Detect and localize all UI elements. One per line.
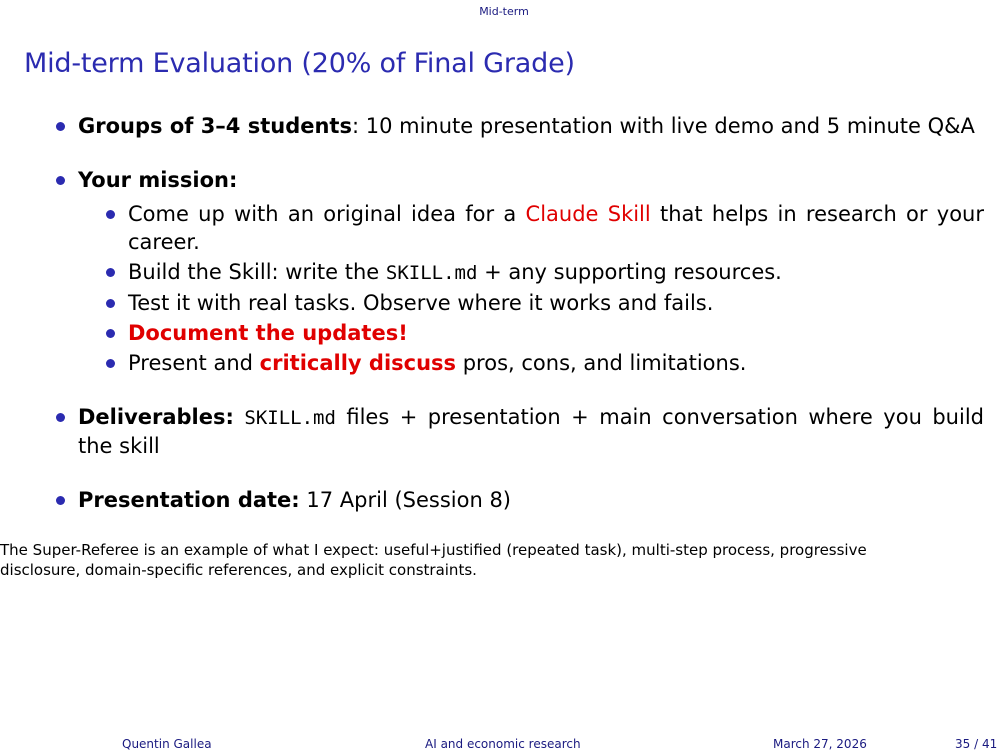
main-bullet-list [50,112,984,514]
mission-label: Your mission: [78,168,238,192]
bullet-mission [50,166,984,377]
bullet-groups [50,112,984,140]
deliverables-code: SKILL.md [244,407,336,429]
footer-author: Quentin Gallea [122,737,212,751]
bullet-deliverables [50,403,984,460]
bullet-icon [106,268,115,277]
claude-skill-highlight: Claude Skill [525,202,651,226]
build-text-after: + any supporting resources. [477,260,782,284]
deliverables-text: files + presentation + main conversation where you build the skill [78,405,984,458]
idea-text-after: that helps in research or your career. [128,202,984,254]
section-header: Mid-term [479,5,529,18]
slide-body [50,112,984,540]
mission-item-test [100,289,984,317]
groups-text: : 10 minute presentation with live demo and 5 minute Q&A [351,114,975,138]
mission-item-present [100,349,984,377]
bullet-icon [56,176,65,185]
slide-title: Mid-term Evaluation (20% of Final Grade) [24,48,575,79]
date-text: 17 April (Session 8) [299,488,511,512]
mission-sub-list [78,200,984,377]
mission-item-idea [100,200,984,256]
date-label: Presentation date: [78,488,300,512]
bullet-icon [106,329,115,338]
bullet-icon [56,496,65,505]
build-text-before: Build the Skill: write the [128,260,386,284]
document-alert-text: Document the updates! [128,321,408,345]
bullet-date [50,486,984,514]
groups-label: Groups of 3–4 students [78,114,352,138]
deliverables-label: Deliverables: [78,405,234,429]
footer-course: AI and economic research [425,737,581,751]
skill-md-code: SKILL.md [385,262,478,284]
mission-item-document [100,319,984,347]
present-text-after: pros, cons, and limitations. [456,351,747,375]
critically-discuss-highlight: critically discuss [259,351,457,375]
footer-page-number: 35 / 41 [955,737,998,751]
mission-item-build [100,258,984,287]
footnote-text: The Super-Referee is an example of what I expect: useful+justified (repeated task), multi-step process, progressive disclosure, domain-specific references, and explicit constraints. [0,541,867,579]
bullet-icon [106,359,115,368]
bullet-icon [106,299,115,308]
footer-date: March 27, 2026 [773,737,867,751]
bullet-icon [56,122,65,131]
present-text-before: Present and [128,351,260,375]
test-text: Test it with real tasks. Observe where it works and fails. [128,291,714,315]
bullet-icon [56,413,65,422]
idea-text-before: Come up with an original idea for a [128,202,526,226]
slide-footer [0,737,1008,751]
bullet-icon [106,210,115,219]
